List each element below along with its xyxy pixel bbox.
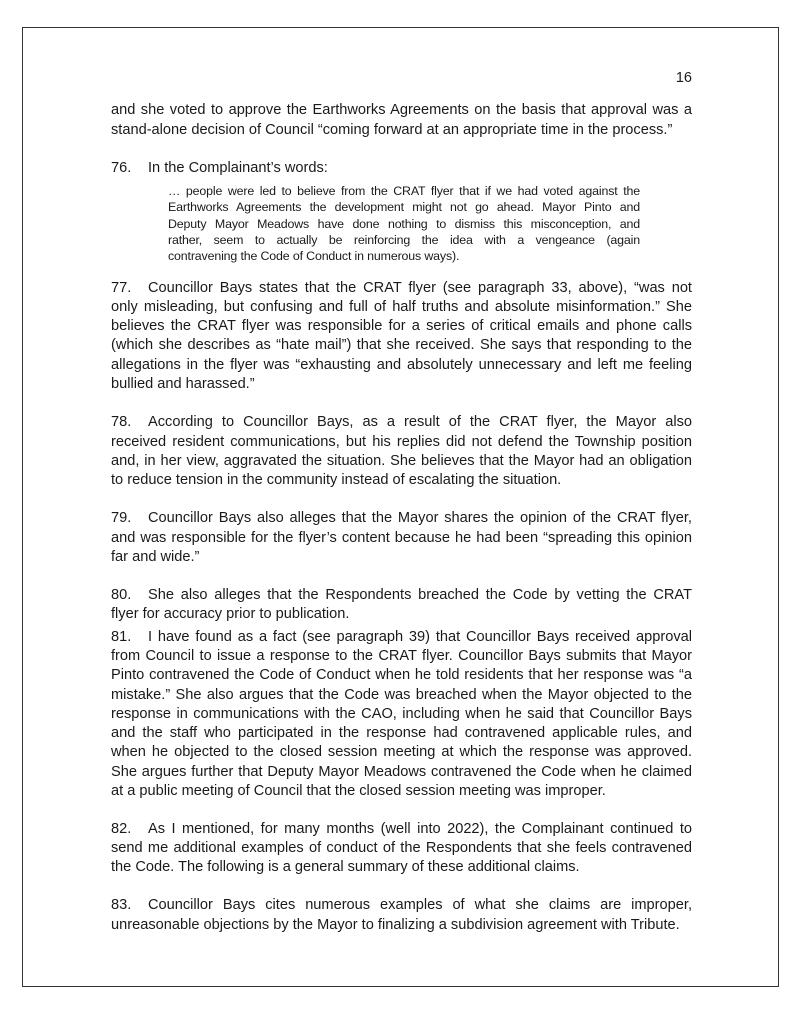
paragraph-text: Councillor Bays also alleges that the Mayor shares the opinion of the CRAT flyer, — [148, 510, 692, 526]
blockquote-line: … people were led to believe from the CRAT flyer that if we had voted against the — [168, 184, 640, 198]
paragraph-number: 80. — [111, 587, 132, 603]
paragraph-line — [111, 896, 692, 915]
paragraph-line: (which she describes as “hate mail”) that she received. She says that responding to the — [111, 337, 692, 353]
paragraph-line: to reduce tension in the community instead of escalating the situation. — [111, 472, 562, 488]
paragraph-text: Councillor Bays cites numerous examples of what she claims are improper, — [148, 897, 692, 913]
paragraph-line: at a public meeting of Council that the closed session meeting was improper. — [111, 783, 606, 799]
paragraph-line — [111, 509, 692, 528]
paragraph-line: from Council to issue a response to the CRAT flyer. Councillor Bays submits that Mayor — [111, 648, 692, 664]
paragraph-line — [111, 820, 692, 839]
paragraph-line: believes the CRAT flyer was responsible for a series of critical emails and phone calls — [111, 318, 692, 334]
continuation-line: and she voted to approve the Earthworks Agreements on the basis that approval was a — [111, 102, 692, 118]
paragraph-text: I have found as a fact (see paragraph 39) that Councillor Bays received approval — [148, 629, 692, 645]
paragraph-line: and, in her view, aggravated the situation. She believes that the Mayor had an obligation — [111, 453, 692, 469]
paragraph-line: received resident communications, but his replies did not defend the Township position — [111, 434, 692, 450]
paragraph-line — [111, 413, 692, 432]
paragraph-76 — [111, 159, 692, 178]
paragraph-line — [111, 279, 692, 298]
paragraph-line: allegations in the flyer was “exhausting and absolutely unnecessary and left me feeling — [111, 357, 692, 373]
blockquote-line: contravening the Code of Conduct in numerous ways). — [168, 249, 460, 263]
paragraph-line: bullied and harassed.” — [111, 376, 255, 392]
blockquote-line: Earthworks Agreements the development might not go ahead. Mayor Pinto and — [168, 200, 640, 214]
paragraph-line: unreasonable objections by the Mayor to finalizing a subdivision agreement with Tribute. — [111, 917, 680, 933]
paragraph-number: 77. — [111, 280, 132, 296]
blockquote-line: rather, seem to actually be reinforcing the idea with a vengeance (again — [168, 233, 640, 247]
paragraph-line: mistake.” She also argues that the Code was breached when the Mayor objected to the — [111, 687, 692, 703]
paragraph-number: 79. — [111, 510, 132, 526]
paragraph-text: As I mentioned, for many months (well into 2022), the Complainant continued to — [148, 821, 692, 837]
continuation-line: stand-alone decision of Council “coming forward at an appropriate time in the process.” — [111, 122, 673, 138]
paragraph-line: far and wide.” — [111, 549, 200, 565]
paragraph-text: According to Councillor Bays, as a result of the CRAT flyer, the Mayor also — [148, 414, 692, 430]
paragraph-number: 81. — [111, 629, 132, 645]
page-number: 16 — [675, 70, 692, 86]
paragraph-number: 76. — [111, 160, 132, 176]
paragraph-number: 83. — [111, 897, 132, 913]
paragraph-number: 78. — [111, 414, 132, 430]
paragraph-line: Pinto contravened the Code of Conduct when he told residents that her response was “a — [111, 667, 692, 683]
paragraph-text: She also alleges that the Respondents breached the Code by vetting the CRAT — [148, 587, 692, 603]
paragraph-line: response in communications with the CAO, including when he said that Councillor Bays — [111, 706, 692, 722]
paragraph-line: flyer for accuracy prior to publication. — [111, 606, 350, 622]
paragraph-line: and the staff who participated in the response had contravened applicable rules, and — [111, 725, 692, 741]
paragraph-text: In the Complainant’s words: — [148, 160, 328, 176]
paragraph-line: send me additional examples of conduct of the Respondents that she feels contravened — [111, 840, 692, 856]
paragraph-line: and was responsible for the flyer’s content because he had been “spreading this opinion — [111, 530, 692, 546]
paragraph-line — [111, 628, 692, 647]
paragraph-line: the Code. The following is a general summary of these additional claims. — [111, 859, 580, 875]
paragraph-line: when he objected to the closed session meeting at which the response was approved. — [111, 744, 692, 760]
paragraph-line: only misleading, but confusing and full of half truths and absolute misinformation.” She — [111, 299, 692, 315]
blockquote-line: Deputy Mayor Meadows have done nothing to dismiss this misconception, and — [168, 217, 640, 231]
paragraph-line — [111, 586, 692, 605]
paragraph-text: Councillor Bays states that the CRAT flyer (see paragraph 33, above), “was not — [148, 280, 692, 296]
paragraph-number: 82. — [111, 821, 132, 837]
paragraph-line: She argues further that Deputy Mayor Meadows contravened the Code when he claimed — [111, 764, 692, 780]
